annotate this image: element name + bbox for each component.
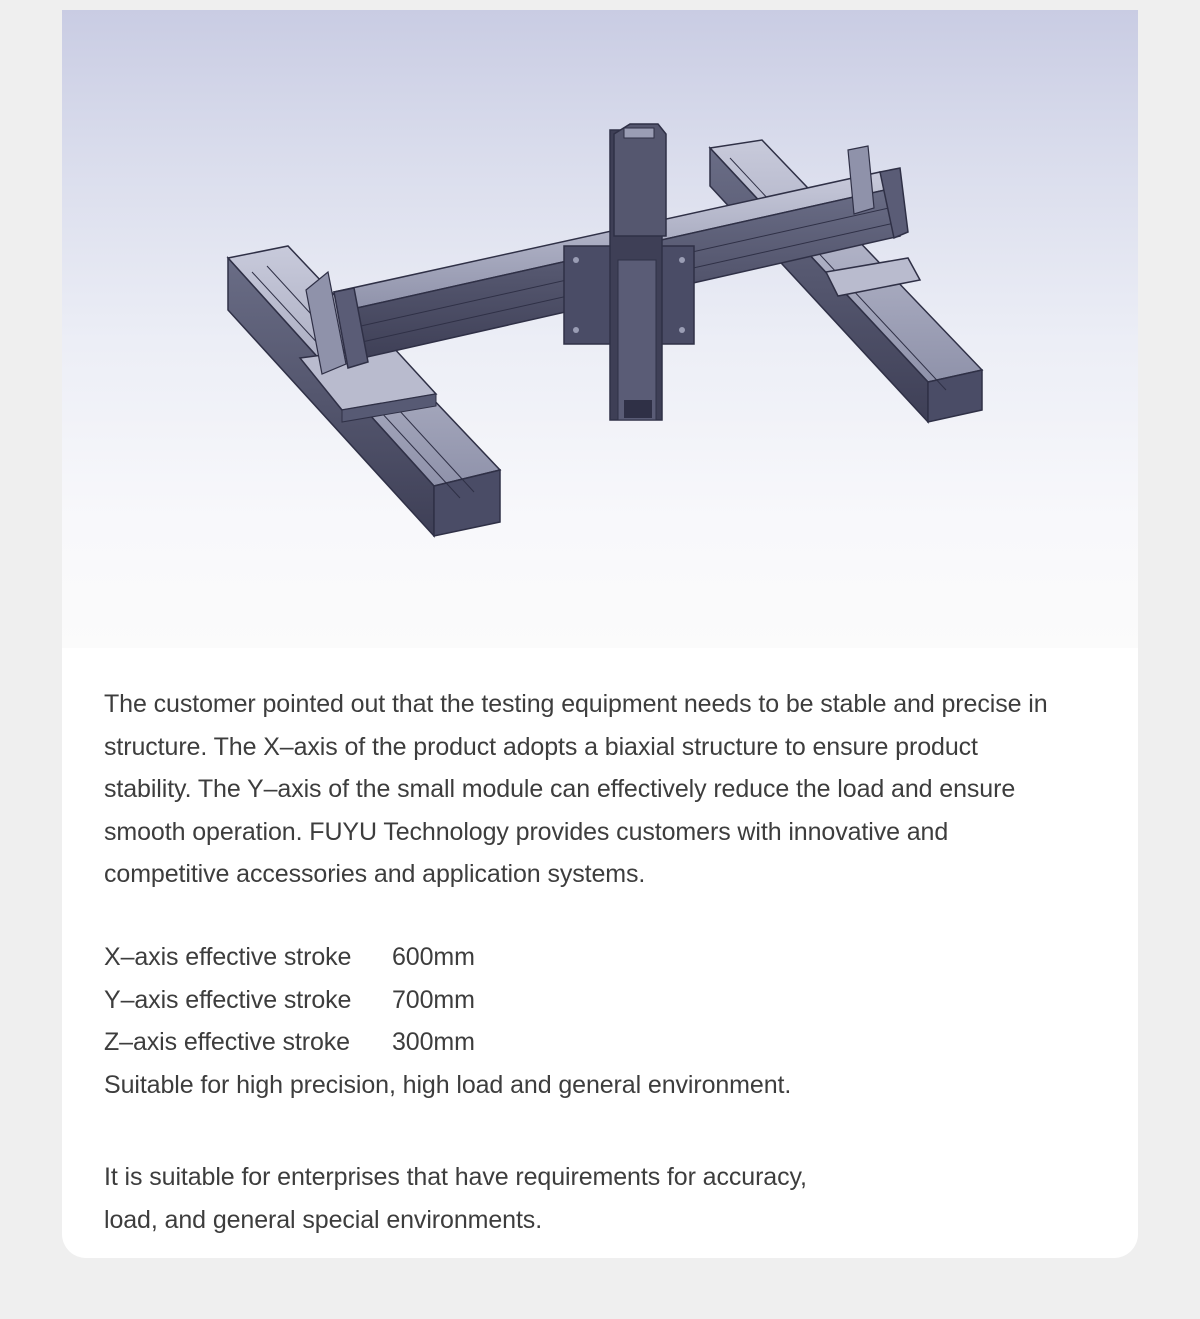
spec-label: Z–axis effective stroke	[104, 1028, 350, 1056]
spec-row-y	[104, 979, 1114, 1022]
product-card	[62, 10, 1138, 1258]
suitability-text	[104, 1156, 1114, 1241]
xyz-gantry-module-illustration	[62, 10, 1138, 648]
product-description	[104, 683, 1114, 896]
suitability-line: It is suitable for enterprises that have requirements for accuracy,	[104, 1163, 807, 1191]
spec-label: Y–axis effective stroke	[104, 985, 352, 1014]
spec-value: 700mm	[392, 985, 475, 1014]
spec-list	[104, 936, 1114, 1106]
spec-row-z	[104, 1021, 1114, 1064]
spec-row-x	[104, 936, 1114, 979]
spec-value: 600mm	[392, 943, 475, 971]
spec-value: 300mm	[392, 1028, 475, 1056]
description-line: structure. The X–axis of the product adopts a biaxial structure to ensure product	[104, 732, 978, 761]
z-axis-module	[564, 124, 694, 420]
spec-label: X–axis effective stroke	[104, 943, 352, 971]
description-line: smooth operation. FUYU Technology provides customers with innovative and	[104, 817, 949, 846]
description-line: competitive accessories and application systems.	[104, 860, 646, 888]
gantry-render-image	[62, 10, 1138, 648]
spec-note: Suitable for high precision, high load and general environment.	[104, 1070, 792, 1099]
suitability-line: load, and general special environments.	[104, 1205, 543, 1234]
description-line: stability. The Y–axis of the small module can effectively reduce the load and ensure	[104, 775, 1016, 803]
description-line: The customer pointed out that the testing equipment needs to be stable and precise in	[104, 690, 1048, 718]
